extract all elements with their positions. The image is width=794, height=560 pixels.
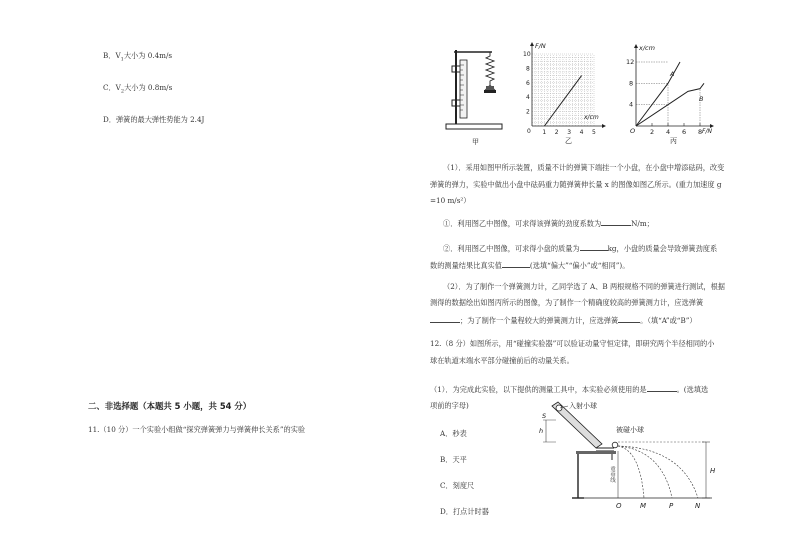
bing-x-tick: 6 (682, 128, 687, 136)
yi-x-tick: 1 (542, 129, 547, 136)
yi-y-tick: 8 (526, 65, 530, 73)
q1-line: ①．利用图乙中图像，可求得该弹簧的劲度系数为 N/m； (443, 219, 654, 228)
point-m: M (640, 502, 647, 510)
option-c: C．$V_2$大小为 0.8m/s (103, 83, 173, 95)
answer-blank-3[interactable] (502, 260, 530, 268)
bing-x-tick: 2 (650, 128, 655, 136)
yi-x-tick: 5 (592, 129, 596, 136)
yi-x-tick: 3 (567, 129, 572, 136)
yi-x-tick: 2 (554, 129, 559, 136)
figure-jia (440, 40, 510, 150)
p1-line3: =10 m/s²） (430, 196, 471, 205)
p1-line2: 弹簧的弹力，实验中做出小盘中砝码重力随弹簧伸长量 x 的图像如图乙所示。(重力加速度 g (430, 180, 722, 189)
answer-blank-2[interactable] (580, 243, 608, 251)
yi-y-tick: 4 (526, 94, 530, 102)
bing-origin: O (630, 127, 636, 135)
option-a-stopwatch: A．秒表 (440, 429, 467, 438)
q12-line1: 12.（8 分）如图所示，用“碰撞实验器”可以验证动量守恒定律，即研究两个半径相同的小 (430, 339, 715, 348)
yi-y-tick: 6 (526, 79, 530, 87)
caption-jia: 甲 (472, 138, 479, 146)
point-n: N (695, 502, 701, 510)
p1-line1: （1）．采用如图甲所示装置，质量不计的弹簧下端挂一个小盘，在小盘中增添砝码，改变 (443, 163, 725, 172)
q12-1-line2: 项前的字母) (430, 401, 469, 410)
bing-label-a: A (670, 70, 675, 78)
label-s: S (542, 412, 547, 420)
bing-label-b: B (699, 95, 704, 103)
option-b: B．$V_1$大小为 0.4m/s (103, 51, 173, 63)
incident-ball-label: 入射小球 (569, 402, 597, 410)
q12-line2: 球在轨道末端水平部分碰撞前后的动量关系。 (430, 356, 574, 365)
answer-blank-6[interactable] (647, 384, 677, 392)
bing-y-tick: 12 (626, 58, 635, 66)
bing-x-axis-label: F/N (702, 128, 712, 135)
q2-line1: ②．利用图乙中图像，可求得小盘的质量为 kg，小盘的质量会导致弹簧劲度系 (443, 244, 718, 253)
yi-x-axis-label: x/cm (584, 114, 599, 121)
p2-line2: 测得的数据绘出如图丙所示的图像，为了制作一个精确度较高的弹簧测力计，应选弹簧 (430, 298, 704, 307)
p2-line1: （2）．为了制作一个弹簧测力计，乙同学选了 A、B 两根规格不同的弹簧进行测试，根据 (443, 282, 725, 291)
figure-bing (618, 40, 720, 150)
option-d: D．弹簧的最大弹性势能为 2.4J (103, 115, 205, 124)
answer-blank-5[interactable] (618, 315, 640, 323)
option-c-ruler: C．刻度尺 (440, 481, 475, 490)
q2-line2: 数的测量结果比真实值 (选填“偏大”“偏小”或“相同”)。 (430, 261, 630, 270)
bing-x-tick: 4 (666, 128, 671, 136)
plumb-line-label: 重垂线 (609, 466, 615, 483)
bing-y-tick: 8 (629, 79, 634, 88)
label-h: h (539, 427, 544, 435)
caption-bing: 丙 (670, 137, 677, 145)
answer-blank-1[interactable] (601, 218, 631, 226)
caption-yi: 乙 (565, 137, 572, 145)
bing-y-axis-label: x/cm (639, 44, 655, 52)
point-o: O (616, 502, 622, 510)
target-ball-label: 被碰小球 (616, 426, 644, 434)
bing-x-tick: 8 (698, 128, 703, 136)
yi-x-tick: 4 (579, 129, 584, 136)
p2-line3: ；为了制作一个量程较大的弹簧测力计，应选弹簧 。（填“A”或“B”） (430, 315, 697, 326)
figure-yi (516, 40, 608, 150)
option-d-timer: D．打点计时器 (440, 507, 489, 516)
yi-y-axis-label: F/N (535, 42, 546, 50)
point-p: P (669, 502, 674, 510)
bing-y-tick: 4 (629, 100, 634, 109)
answer-blank-4[interactable] (430, 315, 460, 323)
q12-1-line1: （1）．为完成此实验，以下提供的测量工具中，本实验必须使用的是 。(选填选 (430, 385, 709, 394)
yi-y-tick: 10 (523, 51, 531, 58)
collision-figure (532, 398, 728, 512)
yi-origin: 0 (527, 128, 531, 135)
option-b-balance: B．天平 (440, 455, 467, 464)
yi-y-tick: 2 (526, 108, 530, 116)
section-title: 二、非选择题（本题共 5 小题，共 54 分） (88, 401, 252, 411)
question-11-intro: 11.（10 分）一个实验小组做“探究弹簧弹力与弹簧伸长关系”的实验 (88, 425, 306, 434)
label-H: H (710, 467, 716, 475)
